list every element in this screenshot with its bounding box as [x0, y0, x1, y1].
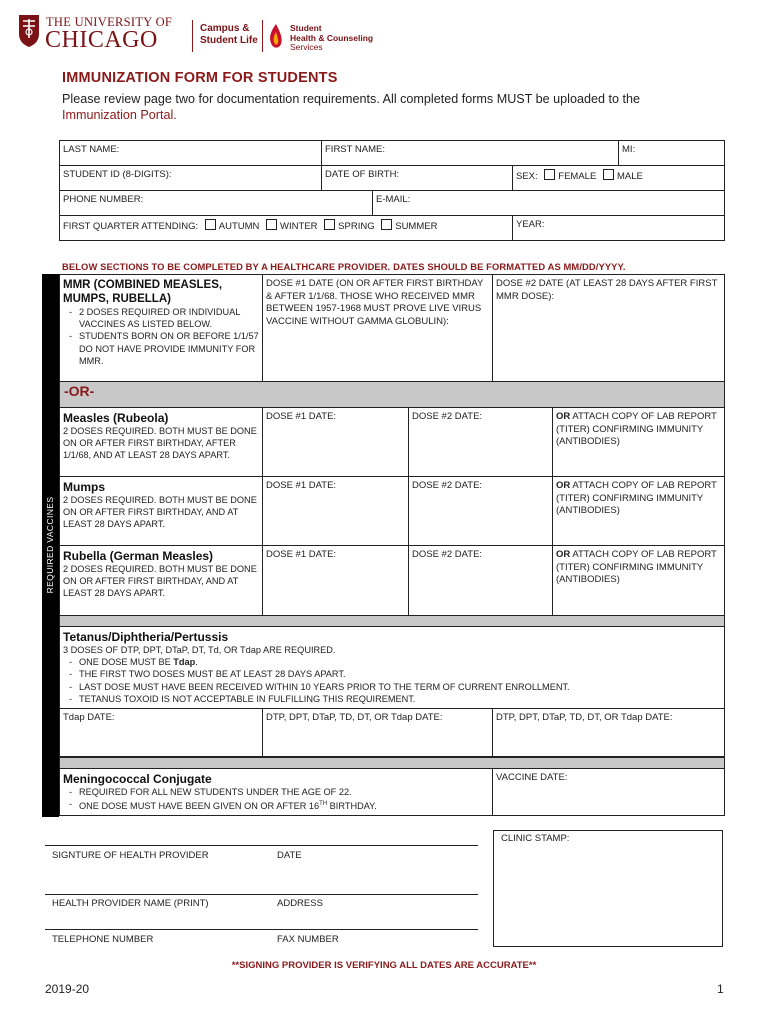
tdap-date-field[interactable] [60, 709, 263, 757]
first-name-label: FIRST NAME: [325, 144, 385, 155]
intro-text [62, 91, 742, 123]
campus-line-1: Campus & [200, 23, 250, 34]
autumn-checkbox[interactable] [205, 219, 216, 230]
mening-title: Meningococcal Conjugate [63, 772, 212, 786]
or-bold: OR [556, 411, 571, 422]
individual-vaccines-table [59, 407, 725, 616]
or-bold: OR [556, 480, 571, 491]
mmr-title: MMR (COMBINED MEASLES, MUMPS, RUBELLA) [63, 279, 223, 305]
rubella-titer-field[interactable] [553, 546, 725, 616]
phone-field[interactable] [60, 191, 373, 216]
dose2-label: DOSE #2 DATE: [412, 411, 483, 422]
rubella-title: Rubella (German Measles) [63, 549, 214, 563]
mening-gray-band [60, 758, 725, 769]
shcs-line-2: Health & Counseling [290, 32, 374, 43]
mumps-info-cell [60, 477, 263, 546]
tdap-intro: 3 DOSES OF DTP, DPT, DTaP, DT, Td, OR Tdap ARE REQUIRED. [63, 645, 336, 655]
vaccine-date-field[interactable] [493, 769, 725, 816]
male-checkbox[interactable] [603, 169, 614, 180]
measles-dose1-field[interactable] [263, 408, 409, 477]
shcs-label [290, 24, 373, 53]
mmr-bullet: - 2 DOSES REQUIRED OR INDIVIDUAL VACCINES AS LISTED BELOW. [63, 306, 259, 330]
winter-checkbox[interactable] [266, 219, 277, 230]
or-divider [60, 382, 725, 408]
mumps-desc: 2 DOSES REQUIRED. BOTH MUST BE DONE ON OR AFTER FIRST BIRTHDAY, AND AT LEAST 28 DAYS APART. [63, 495, 257, 530]
mi-field[interactable] [619, 141, 725, 166]
mening-info-cell [60, 769, 493, 816]
mumps-dose2-field[interactable] [409, 477, 553, 546]
rubella-info-cell [60, 546, 263, 616]
tdap-info-cell [60, 627, 725, 709]
mmr-bullets [63, 306, 259, 367]
last-name-field[interactable] [60, 141, 322, 166]
mening-b2-pre: ONE DOSE MUST HAVE BEEN GIVEN ON OR AFTER 16 [79, 801, 320, 812]
tdap-date-label: Tdap DATE: [63, 712, 115, 724]
tdap-b1-post: . [195, 657, 198, 668]
titer-label: ATTACH COPY OF LAB REPORT (TITER) CONFIRMING IMMUNITY (ANTIBODIES) [556, 549, 717, 585]
university-name: CHICAGO [45, 27, 158, 53]
immunization-portal-link[interactable]: Immunization Portal. [62, 108, 177, 122]
titer-label: ATTACH COPY OF LAB REPORT (TITER) CONFIRMING IMMUNITY (ANTIBODIES) [556, 480, 717, 516]
mening-bullets [63, 786, 489, 812]
mumps-title: Mumps [63, 480, 105, 494]
spring-label: SPRING [338, 221, 375, 232]
mmr-bullet: - STUDENTS BORN ON OR BEFORE 1/1/57 DO NOT HAVE PROVIDE IMMUNITY FOR MMR. [63, 330, 259, 367]
dose1-label: DOSE #1 DATE: [266, 480, 337, 491]
spring-checkbox[interactable] [324, 219, 335, 230]
dose2-label: DOSE #2 DATE: [412, 480, 483, 491]
mening-bullet: - REQUIRED FOR ALL NEW STUDENTS UNDER THE AGE OF 22. [63, 786, 489, 798]
university-the: THE UNIVERSITY OF [46, 15, 173, 29]
telephone-label: TELEPHONE NUMBER [52, 934, 154, 945]
summer-checkbox[interactable] [381, 219, 392, 230]
last-name-label: LAST NAME: [63, 144, 120, 155]
mmr-dose2-label: DOSE #2 DATE (AT LEAST 28 DAYS AFTER FIRST MMR DOSE): [496, 278, 718, 302]
tdap-bullet: - THE FIRST TWO DOSES MUST BE AT LEAST 28 DAYS APART. [63, 668, 721, 680]
telephone-field[interactable] [45, 908, 478, 929]
shcs-line-3: Services [290, 42, 323, 52]
mening-bullet [63, 798, 489, 812]
rubella-dose1-field[interactable] [263, 546, 409, 616]
sign-date-label: DATE [277, 850, 302, 861]
campus-life-label [200, 23, 258, 47]
required-vaccines-label: REQUIRED VACCINES [45, 496, 55, 594]
tdap-gray-band [60, 616, 725, 627]
shcs-line-1: Student [290, 23, 322, 33]
clinic-stamp-box[interactable] [493, 830, 723, 947]
dob-field[interactable] [322, 166, 513, 191]
mening-b2-post: BIRTHDAY. [327, 801, 377, 812]
mmr-table [59, 274, 725, 408]
student-info-table [59, 140, 725, 241]
measles-titer-field[interactable] [553, 408, 725, 477]
footer-year: 2019-20 [45, 982, 90, 996]
page-number: 1 [717, 982, 724, 996]
or-label: -OR- [64, 383, 95, 399]
tdap-bullet [63, 656, 721, 668]
quarter-field [60, 216, 513, 241]
tdap-bullet: - LAST DOSE MUST HAVE BEEN RECEIVED WITHIN 10 YEARS PRIOR TO THE TERM OF CURRENT ENROLLMENT. [63, 681, 721, 693]
mening-b2-sup: TH [319, 801, 328, 808]
dtp-date-field[interactable] [263, 709, 493, 757]
mmr-dose1-label: DOSE #1 DATE (ON OR AFTER FIRST BIRTHDAY & AFTER 1/1/68. THOSE WHO RECEIVED MMR BETWEEN 1957-1968 MUST PROVE LIVE VIRUS VACCINE WITHOUT GAMMA GLOBULIN): [266, 278, 484, 327]
or-bold: OR [556, 549, 571, 560]
mi-label: MI: [622, 144, 636, 155]
male-label: MALE [616, 171, 643, 182]
measles-title: Measles (Rubeola) [63, 411, 169, 425]
dtp-date-label: DTP, DPT, DTaP, TD, DT, OR Tdap DATE: [266, 712, 443, 724]
university-shield-icon [18, 14, 40, 48]
measles-dose2-field[interactable] [409, 408, 553, 477]
mmr-info-cell [60, 275, 263, 382]
sex-field [513, 166, 725, 191]
address-label: ADDRESS [277, 898, 323, 909]
dose2-label: DOSE #2 DATE: [412, 549, 483, 560]
tdap-bullets [63, 656, 721, 705]
year-label: YEAR: [516, 219, 545, 230]
autumn-label: AUTUMN [218, 221, 260, 232]
student-id-label: STUDENT ID (8-DIGITS): [63, 169, 172, 180]
dose1-label: DOSE #1 DATE: [266, 549, 337, 560]
vaccine-date-label: VACCINE DATE: [496, 772, 568, 783]
mumps-titer-field[interactable] [553, 477, 725, 546]
female-label: FEMALE [558, 171, 597, 182]
tdap-bullet: - TETANUS TOXOID IS NOT ACCEPTABLE IN FULFILLING THIS REQUIREMENT. [63, 693, 721, 705]
fax-label: FAX NUMBER [277, 934, 339, 945]
mmr-dose2-field[interactable] [493, 275, 725, 382]
measles-desc: 2 DOSES REQUIRED. BOTH MUST BE DONE ON OR AFTER FIRST BIRTHDAY, AFTER 1/1/68, AND AT LEAST 28 DAYS APART. [63, 426, 257, 461]
dtp-date-field-2[interactable] [493, 709, 725, 757]
tdap-b1-pre: ONE DOSE MUST BE [79, 657, 174, 668]
sex-label: SEX: [516, 171, 538, 182]
student-id-field[interactable] [60, 166, 322, 191]
measles-info-cell [60, 408, 263, 477]
email-label: E-MAIL: [376, 194, 411, 205]
clinic-stamp-label: CLINIC STAMP: [501, 833, 570, 844]
quarter-label: FIRST QUARTER ATTENDING: [63, 221, 199, 232]
provider-name-field[interactable] [45, 873, 478, 894]
rubella-dose2-field[interactable] [409, 546, 553, 616]
signature-label: SIGNTURE OF HEALTH PROVIDER [52, 850, 209, 861]
shcs-flame-icon [267, 22, 285, 52]
tdap-table [59, 615, 725, 757]
provider-notice: BELOW SECTIONS TO BE COMPLETED BY A HEALTHCARE PROVIDER. DATES SHOULD BE FORMATTED AS MM/DD/YYYY. [62, 261, 626, 272]
phone-label: PHONE NUMBER: [63, 194, 144, 205]
rubella-desc: 2 DOSES REQUIRED. BOTH MUST BE DONE ON OR AFTER FIRST BIRTHDAY, AND AT LEAST 28 DAYS APART. [63, 564, 257, 599]
page-title: IMMUNIZATION FORM FOR STUDENTS [62, 70, 338, 86]
dtp-date-label: DTP, DPT, DTaP, TD, DT, OR Tdap DATE: [496, 712, 673, 724]
verify-notice: **SIGNING PROVIDER IS VERIFYING ALL DATES ARE ACCURATE** [231, 960, 537, 971]
dose1-label: DOSE #1 DATE: [266, 411, 337, 422]
tdap-b1-bold: Tdap [173, 657, 196, 668]
tdap-title: Tetanus/Diphtheria/Pertussis [63, 630, 229, 644]
provider-name-label: HEALTH PROVIDER NAME (PRINT) [52, 898, 209, 909]
intro-sentence: Please review page two for documentation requirements. All completed forms MUST be uploaded to the [62, 92, 640, 106]
campus-line-2: Student Life [200, 35, 258, 46]
winter-label: WINTER [280, 221, 318, 232]
dob-label: DATE OF BIRTH: [325, 169, 400, 180]
signature-field[interactable] [45, 826, 478, 845]
year-field[interactable] [513, 216, 725, 241]
summer-label: SUMMER [395, 221, 438, 232]
meningococcal-table [59, 757, 725, 816]
email-field[interactable] [373, 191, 725, 216]
titer-label: ATTACH COPY OF LAB REPORT (TITER) CONFIRMING IMMUNITY (ANTIBODIES) [556, 411, 717, 447]
female-checkbox[interactable] [544, 169, 555, 180]
first-name-field[interactable] [322, 141, 619, 166]
mumps-dose1-field[interactable] [263, 477, 409, 546]
mmr-dose1-field[interactable] [263, 275, 493, 382]
